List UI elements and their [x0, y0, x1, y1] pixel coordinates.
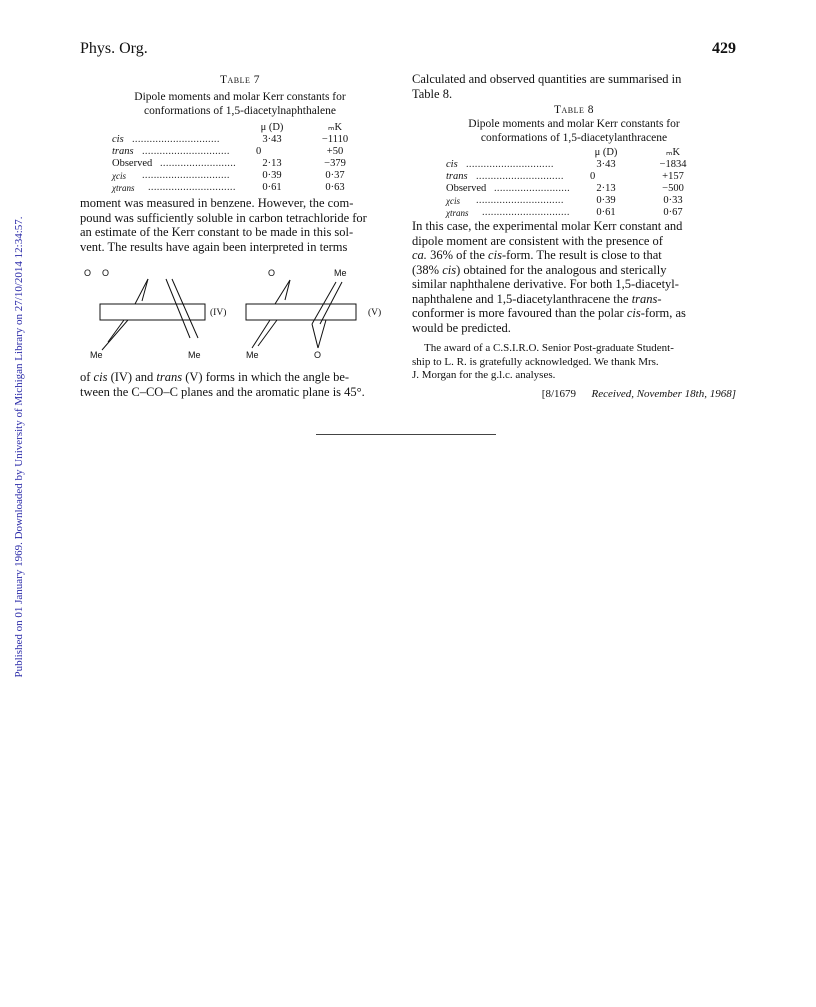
row-mu: 0·39	[262, 170, 282, 181]
received-date: Received, November 18th, 1968]	[591, 388, 736, 400]
v-bond-top-right-2	[320, 282, 342, 324]
row-mu: 2·13	[596, 183, 616, 194]
iv-bond-top-left	[135, 279, 148, 304]
acknowledgement	[412, 342, 736, 383]
v-o-label-top: O	[268, 268, 276, 278]
text-line: conformer is more favoured than the polar cis-form, as	[412, 306, 686, 320]
row-k: +50	[326, 146, 344, 157]
row-mu: 2·13	[262, 158, 282, 169]
table8-caption-line1: Dipole moments and molar Kerr constants for	[468, 118, 680, 130]
text-line: vent. The results have again been interpreted in terms	[80, 239, 348, 254]
row-label: trans	[112, 146, 134, 157]
text-line: J. Morgan for the g.l.c. analyses.	[412, 369, 556, 381]
received-line	[412, 388, 736, 400]
table7-col-mu: μ (D)	[260, 122, 284, 133]
v-me-label-bottom: Me	[246, 350, 259, 360]
row-mu: 3·43	[262, 134, 282, 145]
text-line: of cis (IV) and trans (V) forms in which the angle be-	[80, 370, 350, 384]
table7-title-text: Table 7	[219, 74, 261, 86]
leader-dots: ..............................	[476, 171, 564, 182]
table-row	[446, 195, 710, 207]
row-k: +157	[662, 171, 684, 182]
text-line: ship to L. R. is gratefully acknowledged. We thank Mrs.	[412, 355, 659, 368]
page-number: 429	[712, 40, 736, 57]
text-line: Calculated and observed quantities are summarised in	[412, 72, 682, 86]
row-label: χtrans	[112, 183, 135, 193]
row-label: χtrans	[446, 208, 469, 218]
iv-bond-top-left-2	[142, 279, 148, 301]
v-bond-lower-right-2	[318, 320, 326, 348]
text-line: dipole moment are consistent with the presence of	[412, 233, 663, 248]
table8-col-mu: μ (D)	[594, 147, 618, 158]
leader-dots: ..............................	[476, 195, 564, 206]
text-line: tween the C–CO–C planes and the aromatic plane is 45°.	[80, 384, 365, 399]
text-line: similar naphthalene derivative. For both 1,5-diacetyl-	[412, 277, 679, 291]
row-label: Observed	[446, 183, 487, 194]
leader-dots: ..............................	[142, 146, 230, 157]
structure-v-ring	[246, 304, 356, 320]
text-line: (38% cis) obtained for the analogous and sterically	[412, 262, 667, 277]
row-k: 0·37	[325, 170, 345, 181]
row-k: 0·67	[663, 207, 683, 218]
table8-header-row	[446, 147, 710, 159]
iv-o-label-1: O	[84, 268, 92, 278]
table7-caption-line1: Dipole moments and molar Kerr constants for	[134, 91, 346, 103]
iv-bond-top-right	[166, 279, 190, 338]
leader-dots: ..............................	[142, 170, 230, 181]
text-line: ca. 36% of the cis-form. The result is close to that	[412, 248, 662, 262]
label-iv: (IV)	[210, 308, 227, 318]
table7-caption-line2: conformations of 1,5-diacetylnaphthalene	[144, 105, 336, 117]
row-k: −1110	[321, 134, 349, 145]
leader-dots: ..............................	[132, 134, 220, 145]
v-bond-lower-right	[312, 324, 318, 348]
table8	[446, 147, 710, 217]
text-line: pound was sufficiently soluble in carbon tetrachloride for	[80, 210, 367, 225]
leader-dots: ..........................	[494, 183, 571, 194]
iv-me-label-left: Me	[90, 350, 103, 360]
table8-col-k: ₘK	[665, 147, 681, 158]
v-me-label-top: Me	[334, 268, 347, 278]
row-mu: 0·39	[596, 195, 616, 206]
table8-caption	[412, 117, 736, 145]
download-note: Published on 01 January 1969. Downloaded by University of Michigan Library on 27/10/2014 12:34:57.	[13, 216, 25, 678]
v-bond-top-right	[312, 282, 336, 324]
table-row	[112, 170, 372, 182]
iv-bond-top-right-2	[172, 279, 198, 338]
iv-me-label-right: Me	[188, 350, 201, 360]
row-mu: 0	[590, 171, 596, 182]
v-bond-top-left-2	[285, 280, 290, 300]
table-row	[112, 134, 372, 146]
row-label: χcis	[112, 171, 126, 181]
table-row	[112, 158, 372, 170]
left-paragraph-1	[80, 196, 400, 254]
table7-col-k: ₘK	[327, 122, 343, 133]
leader-dots: ..............................	[466, 159, 554, 170]
label-v: (V)	[368, 308, 382, 318]
right-intro	[412, 72, 736, 101]
table-row	[112, 182, 372, 194]
row-mu: 3·43	[596, 159, 616, 170]
iv-bond-lower-left-2	[108, 320, 124, 342]
journal-title: Phys. Org.	[80, 40, 148, 57]
text-line: moment was measured in benzene. However, the com-	[80, 196, 354, 210]
row-k: 0·63	[325, 182, 345, 193]
v-bond-top-left	[275, 280, 290, 304]
text-line: Table 8.	[412, 86, 453, 101]
iv-bond-lower-left	[102, 320, 128, 350]
text-line: In this case, the experimental molar Kerr constant and	[412, 219, 683, 233]
leader-dots: ..............................	[482, 207, 570, 218]
leader-dots: ..............................	[148, 182, 236, 193]
table-row	[446, 159, 710, 171]
end-rule	[316, 434, 496, 435]
leader-dots: ..........................	[160, 158, 237, 169]
table8-title-text: Table 8	[553, 104, 595, 116]
table-row	[112, 146, 372, 158]
conformer-structures-figure	[80, 262, 400, 360]
table-row	[446, 183, 710, 195]
row-k: −379	[324, 158, 346, 169]
text-line: an estimate of the Kerr constant to be made in this sol-	[80, 225, 354, 239]
reference-code: [8/1679	[541, 388, 577, 400]
row-label: cis	[112, 134, 124, 145]
table7-title	[80, 73, 400, 87]
row-k: −500	[662, 183, 684, 194]
table7-caption	[80, 90, 400, 118]
table-row	[446, 207, 710, 219]
table8-title	[412, 103, 736, 117]
row-mu: 0·61	[262, 182, 282, 193]
iv-o-label-2: O	[102, 268, 110, 278]
row-k: 0·33	[663, 195, 683, 206]
text-line: would be predicted.	[412, 320, 511, 335]
row-mu: 0·61	[596, 207, 616, 218]
right-body	[412, 219, 736, 335]
row-label: χcis	[446, 196, 460, 206]
text-line: naphthalene and 1,5-diacetylanthracene the trans-	[412, 291, 662, 306]
row-label: Observed	[112, 158, 153, 169]
table7-header-row	[112, 122, 372, 134]
row-label: trans	[446, 171, 468, 182]
table8-caption-line2: conformations of 1,5-diacetylanthracene	[480, 132, 668, 144]
row-mu: 0	[256, 146, 262, 157]
left-paragraph-2	[80, 370, 400, 399]
row-k: −1834	[659, 159, 687, 170]
v-o-label-bottom: O	[314, 350, 322, 360]
text-line: The award of a C.S.I.R.O. Senior Post-graduate Student-	[424, 342, 674, 354]
table-row	[446, 171, 710, 183]
row-label: cis	[446, 159, 458, 170]
table7	[112, 122, 372, 192]
